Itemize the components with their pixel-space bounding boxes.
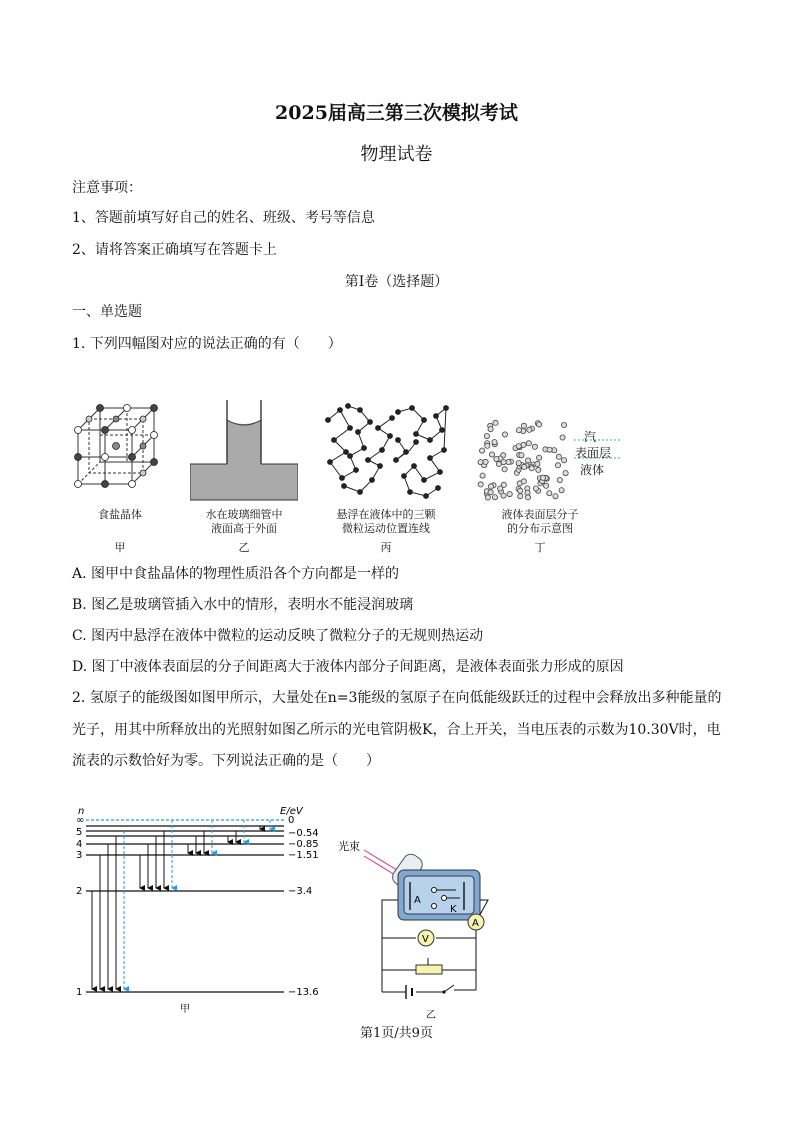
fig-jia-caption: 食盐晶体 xyxy=(98,508,142,521)
level-5-n: 5 xyxy=(76,827,83,838)
level-1-e: −13.6 xyxy=(288,987,319,998)
q1-option-b: B. 图乙是玻璃管插入水中的情形，表明水不能浸润玻璃 xyxy=(72,597,414,613)
page-footer: 第1页/共9页 xyxy=(360,1026,433,1041)
q1-option-d: D. 图丁中液体表面层的分子间距离大于液体内部分子间距离，是液体表面张力形成的原因 xyxy=(72,659,624,675)
label-vapor: 汽 xyxy=(584,430,597,444)
q1-option-a: A. 图甲中食盐晶体的物理性质沿各个方向都是一样的 xyxy=(72,566,400,582)
level-2-n: 2 xyxy=(76,886,83,897)
fig-bing-tag: 丙 xyxy=(380,541,392,554)
fig-yi-caption-1: 水在玻璃细管中 xyxy=(205,508,283,521)
figure-salt-crystal xyxy=(70,400,162,502)
q2-stem-line-2: 光子，用其中所释放出的光照射如图乙所示的光电管阴极K，合上开关，当电压表的示数为10.30V时，电 xyxy=(72,722,721,738)
voltmeter-label: V xyxy=(422,934,429,945)
circuit-tag: 乙 xyxy=(426,1010,436,1021)
notice-item-2: 2、请将答案正确填写在答题卡上 xyxy=(72,242,277,258)
fig-jia-tag: 甲 xyxy=(114,541,126,554)
q2-stem-line-1: 2. 氢原子的能级图如图甲所示，大量处在n=3能级的氢原子在向低能级跃迁的过程中会释放出多种能量的 xyxy=(72,690,722,706)
label-surface-layer: 表面层 xyxy=(575,446,612,460)
figure-surface-layer xyxy=(474,418,574,502)
notice-heading: 注意事项： xyxy=(72,180,142,196)
level-5-e: −0.54 xyxy=(288,828,319,839)
fig-bing-caption-1: 悬浮在液体中的三颗 xyxy=(336,508,436,521)
q1-option-c: C. 图丙中悬浮在液体中微粒的运动反映了微粒分子的无规则热运动 xyxy=(72,628,484,644)
exam-title: 2025届高三第三次模拟考试 xyxy=(275,102,518,124)
fig-ding-caption-1: 液体表面层分子 xyxy=(501,508,579,521)
level-3-e: −1.51 xyxy=(288,850,319,861)
beam-label: 光束 xyxy=(338,840,360,853)
fig-yi-caption-2: 液面高于外面 xyxy=(211,522,277,535)
figure-brownian-paths xyxy=(320,400,452,502)
level-4-e: −0.85 xyxy=(288,839,319,850)
axis-n-label: n xyxy=(78,806,85,817)
q1-stem: 1. 下列四幅图对应的说法正确的有（ ） xyxy=(72,336,342,352)
level-inf-n: ∞ xyxy=(76,815,85,826)
fig-ding-caption-2: 的分布示意图 xyxy=(507,522,573,535)
axis-e-label: E/eV xyxy=(280,806,303,817)
fig-bing-caption-2: 微粒运动位置连线 xyxy=(342,522,430,535)
label-liquid: 液体 xyxy=(580,463,605,477)
energy-level-diagram xyxy=(72,800,332,1020)
ammeter-label: A xyxy=(472,918,479,929)
part-title: 一、单选题 xyxy=(72,304,142,320)
cathode-label: K xyxy=(450,904,457,915)
level-4-n: 4 xyxy=(76,839,83,850)
figure-capillary-tube xyxy=(190,400,298,502)
fig-ding-tag: 丁 xyxy=(534,541,546,554)
anode-label: A xyxy=(414,895,421,906)
section-title: 第I卷（选择题） xyxy=(344,274,449,290)
level-3-n: 3 xyxy=(76,850,83,861)
notice-item-1: 1、答题前填写好自己的姓名、班级、考号等信息 xyxy=(72,210,375,226)
fig-yi-tag: 乙 xyxy=(238,541,250,554)
q2-stem-line-3: 流表的示数恰好为零。下列说法正确的是（ ） xyxy=(72,753,380,769)
photocell-circuit xyxy=(336,830,496,1025)
level-1-n: 1 xyxy=(76,987,83,998)
level-2-e: −3.4 xyxy=(288,886,313,897)
energy-diagram-tag: 甲 xyxy=(180,1004,190,1015)
level-inf-e: 0 xyxy=(288,815,295,826)
exam-subtitle: 物理试卷 xyxy=(360,144,433,165)
